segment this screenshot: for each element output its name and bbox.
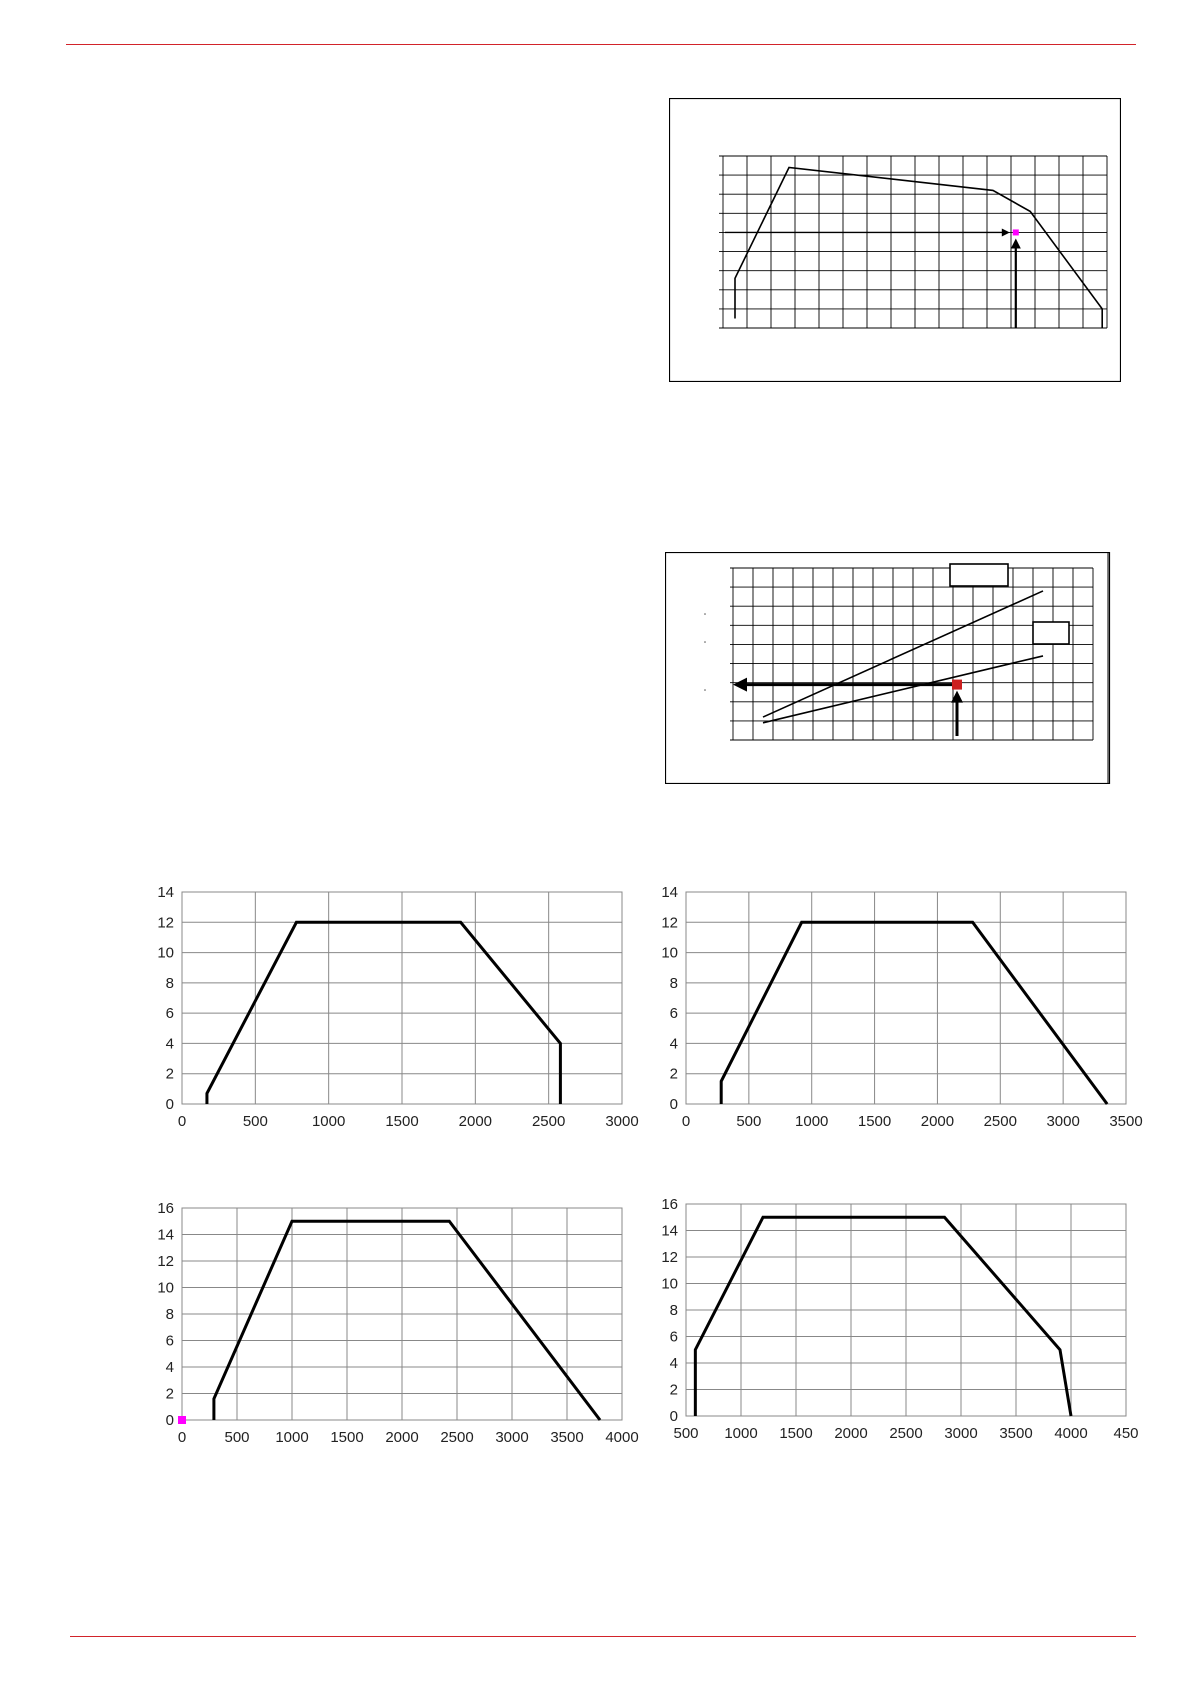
x-tick-label: 2500 [531,1113,566,1130]
y-tick-label: 0 [165,1412,174,1429]
y-tick-label: 10 [661,1275,678,1293]
origin-marker [178,1416,186,1424]
y-tick-label: 14 [157,1226,174,1244]
y-tick-label: 6 [165,1332,174,1350]
firing-rate-chart-3-svg [140,1192,640,1462]
operating-range-sketch-svg [669,98,1121,382]
x-tick-label: 3000 [944,1425,978,1442]
operating-range-sketch [669,98,1121,382]
y-tick-label: 2 [165,1065,174,1083]
y-tick-label: 0 [669,1096,678,1113]
plot-area [686,892,1126,1104]
working-point-marker [952,680,962,690]
y-tick-label: 10 [157,1279,174,1297]
x-tick-label: 500 [673,1425,699,1442]
x-tick-label: 1500 [385,1113,419,1130]
y-tick-label: 2 [669,1381,678,1399]
x-tick-label: 500 [224,1429,250,1446]
x-tick-label: 1000 [795,1113,829,1130]
y-tick-label: 4 [165,1035,174,1053]
firing-rate-chart-2 [644,876,1144,1146]
firing-rate-chart-2-svg [644,876,1144,1146]
x-tick-label: 500 [242,1113,268,1130]
y-tick-label: 12 [157,1253,174,1270]
axis-dot [704,641,706,643]
firing-rate-chart-1 [140,876,640,1146]
header-rule [66,44,1136,45]
x-tick-label: 2500 [440,1429,474,1446]
y-tick-label: 10 [661,944,678,962]
y-tick-label: 14 [661,884,678,901]
y-tick-label: 6 [669,1328,678,1346]
y-tick-label: 8 [669,1302,678,1319]
x-tick-label: 4000 [1054,1425,1088,1442]
firing-rate-chart-4-svg [644,1188,1144,1458]
x-tick-label: 4000 [605,1429,639,1446]
x-tick-label: 3000 [605,1113,639,1130]
x-tick-label: 0 [681,1113,691,1130]
y-tick-label: 4 [669,1035,678,1053]
x-tick-label: 1500 [330,1429,364,1446]
working-point-marker [1013,229,1019,235]
x-tick-label: 450 [1113,1425,1139,1442]
y-tick-label: 8 [165,974,174,992]
y-tick-label: 12 [157,914,174,932]
axis-dot [704,689,706,691]
line-label-box-1 [950,564,1008,586]
x-tick-label: 3500 [550,1429,584,1446]
frame [670,99,1121,382]
y-tick-label: 0 [165,1096,174,1113]
x-tick-label: 2000 [834,1425,868,1442]
x-tick-label: 1500 [857,1113,892,1130]
y-tick-label: 2 [669,1065,678,1083]
y-tick-label: 14 [157,884,174,901]
y-tick-label: 6 [669,1005,678,1023]
line-label-box-2 [1033,622,1069,644]
x-tick-label: 0 [177,1429,187,1446]
y-tick-label: 16 [157,1200,174,1217]
x-tick-label: 3000 [1046,1113,1080,1130]
y-tick-label: 8 [165,1306,174,1323]
x-tick-label: 3500 [999,1425,1033,1442]
y-tick-label: 12 [661,914,678,932]
y-tick-label: 12 [661,1249,678,1266]
x-tick-label: 2500 [983,1113,1017,1130]
y-tick-label: 4 [669,1355,678,1372]
x-tick-label: 3500 [1109,1113,1143,1130]
firing-rate-chart-4 [644,1188,1144,1458]
firing-rate-chart-1-svg [140,876,640,1146]
x-tick-label: 1000 [311,1113,346,1130]
y-tick-label: 10 [157,944,174,962]
firing-rate-chart-3 [140,1192,640,1462]
x-tick-label: 1000 [724,1425,758,1442]
y-tick-label: 16 [661,1196,678,1213]
footer-rule [70,1636,1136,1637]
x-tick-label: 2000 [458,1113,493,1130]
y-tick-label: 6 [165,1005,174,1023]
x-tick-label: 2000 [385,1429,419,1446]
x-tick-label: 1000 [275,1429,309,1446]
y-tick-label: 2 [165,1385,174,1403]
y-tick-label: 14 [661,1222,678,1240]
pressure-line-sketch-svg [665,552,1111,784]
x-tick-label: 1500 [779,1425,813,1442]
x-tick-label: 2000 [920,1113,955,1130]
y-tick-label: 4 [165,1359,174,1376]
y-tick-label: 0 [669,1408,678,1425]
x-tick-label: 3000 [495,1429,529,1446]
axis-dot [704,613,706,615]
x-tick-label: 0 [177,1113,187,1130]
pressure-line-sketch [665,552,1111,784]
x-tick-label: 2500 [889,1425,923,1442]
x-tick-label: 500 [736,1113,762,1130]
y-tick-label: 8 [669,974,678,992]
